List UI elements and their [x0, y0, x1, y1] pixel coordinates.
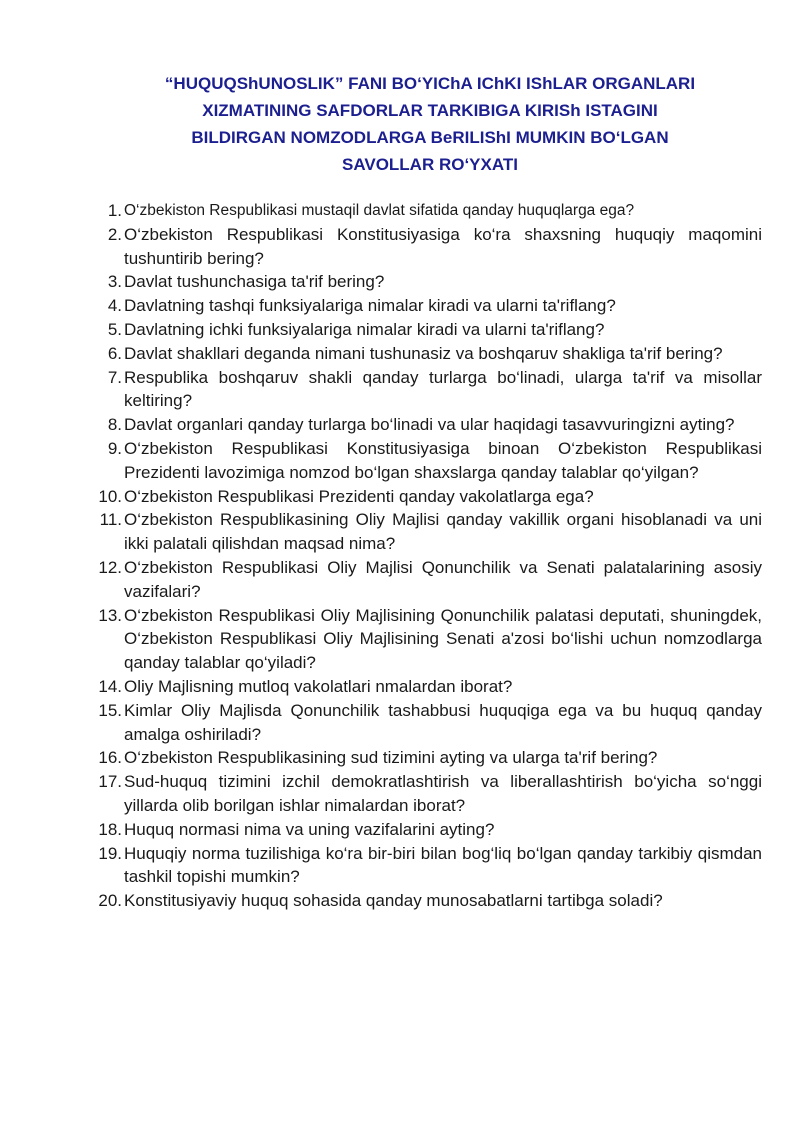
list-item [88, 437, 762, 485]
question-number: 16. [98, 748, 122, 768]
list-item [88, 604, 762, 675]
question-text: Huquq normasi nima va uning vazifalarini ayting? [124, 819, 495, 839]
question-number: 15. [98, 700, 122, 720]
list-item [88, 770, 762, 818]
title-line-2: XIZMATINING SAFDORLAR TARKIBIGA KIRISh ISTAGINI [202, 101, 658, 120]
question-text: O‘zbekiston Respublikasi Konstitusiyasiga ko‘ra shaxsning huquqiy maqomini tushuntirib bering? [124, 224, 762, 268]
question-list [88, 199, 762, 913]
list-item [88, 413, 762, 437]
question-number: 14. [98, 676, 122, 696]
title-line-1: “HUQUQShUNOSLIK” FANI BO‘YIChA IChKI IShLAR ORGANLARI [164, 74, 696, 93]
question-text: O‘zbekiston Respublikasining Oliy Majlisi qanday vakillik organi hisoblanadi va uni ikki palatali qilishdan maqsad nima? [124, 510, 762, 554]
question-text: Konstitusiyaviy huquq sohasida qanday munosabatlarni tartibga soladi? [124, 891, 663, 911]
question-text: Oliy Majlisning mutloq vakolatlari nmalardan iborat? [124, 676, 513, 696]
list-item [88, 842, 762, 890]
question-number: 8. [107, 415, 122, 435]
question-text: Huquqiy norma tuzilishiga ko‘ra bir-biri bilan bog‘liq bo‘lgan qanday tarkibiy qismdan tashkil topishi mumkin? [124, 843, 762, 887]
question-number: 1. [107, 201, 122, 220]
title-line-3: BILDIRGAN NOMZODLARGA BeRILIShI MUMKIN BO‘LGAN [191, 128, 669, 147]
document-title [100, 70, 760, 178]
question-number: 3. [107, 272, 122, 292]
question-text: O‘zbekiston Respublikasi Prezidenti qanday vakolatlarga ega? [124, 486, 594, 506]
question-number: 11. [99, 510, 122, 530]
list-item [88, 294, 762, 318]
question-text: Davlatning ichki funksiyalariga nimalar kiradi va ularni ta'riflang? [124, 319, 605, 339]
list-item [88, 270, 762, 294]
list-item [88, 746, 762, 770]
title-line-4: SAVOLLAR RO‘YXATI [342, 155, 518, 174]
list-item [88, 223, 762, 271]
question-text: Kimlar Oliy Majlisda Qonunchilik tashabbusi huquqiga ega va bu huquq qanday amalga oshiriladi? [124, 700, 762, 744]
list-item [88, 318, 762, 342]
question-text: O‘zbekiston Respublikasining sud tizimini ayting va ularga ta'rif bering? [124, 748, 658, 768]
question-text: O‘zbekiston Respublikasi Konstitusiyasiga binoan O‘zbekiston Respublikasi Prezidenti lavozimiga nomzod bo‘lgan shaxslarga qanday talablar qo‘yilgan? [124, 438, 762, 482]
question-number: 7. [107, 367, 122, 387]
question-text: Davlat organlari qanday turlarga bo‘linadi va ular haqidagi tasavvuringizni ayting? [124, 415, 735, 435]
list-item [88, 342, 762, 366]
question-text: Respublika boshqaruv shakli qanday turlarga bo‘linadi, ularga ta'rif va misollar keltiring? [124, 367, 762, 411]
question-text: Davlat tushunchasiga ta'rif bering? [124, 272, 385, 292]
question-number: 18. [98, 819, 122, 839]
list-item [88, 818, 762, 842]
list-item [88, 485, 762, 509]
question-number: 4. [107, 296, 122, 316]
list-item [88, 675, 762, 699]
question-number: 5. [107, 319, 122, 339]
list-item [88, 889, 762, 913]
question-number: 10. [98, 486, 122, 506]
question-number: 17. [98, 772, 122, 792]
list-item [88, 556, 762, 604]
question-number: 2. [107, 224, 122, 244]
list-item [88, 699, 762, 747]
question-number: 9. [107, 438, 122, 458]
question-number: 6. [107, 343, 122, 363]
list-item [88, 366, 762, 414]
question-number: 13. [98, 605, 122, 625]
question-text: O‘zbekiston Respublikasi mustaqil davlat sifatida qanday huquqlarga ega? [124, 202, 635, 219]
question-text: Davlatning tashqi funksiyalariga nimalar kiradi va ularni ta'riflang? [124, 296, 616, 316]
question-number: 20. [98, 891, 122, 911]
question-text: O‘zbekiston Respublikasi Oliy Majlisi Qonunchilik va Senati palatalarining asosiy vazifalari? [124, 557, 762, 601]
list-item [88, 508, 762, 556]
question-text: Davlat shakllari deganda nimani tushunasiz va boshqaruv shakliga ta'rif bering? [124, 343, 723, 363]
question-number: 19. [98, 843, 122, 863]
list-item [88, 199, 762, 223]
question-number: 12. [98, 557, 122, 577]
question-text: Sud-huquq tizimini izchil demokratlashtirish va liberallashtirish bo‘yicha so‘nggi yillarda olib borilgan ishlar nimalardan iborat? [124, 772, 762, 815]
question-text: O‘zbekiston Respublikasi Oliy Majlisining Qonunchilik palatasi deputati, shuningdek, O‘zbekiston Respublikasi Oliy Majlisining Senati a'zosi bo‘lishi uchun nomzodlarga qanday talablar qo‘yiladi? [124, 605, 762, 673]
